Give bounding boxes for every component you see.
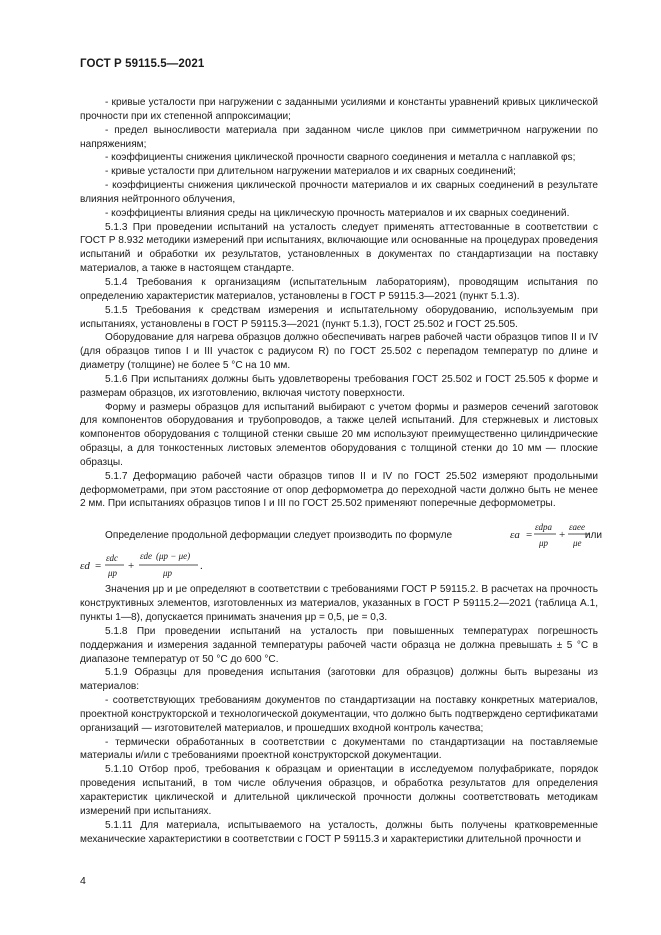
paragraph: - коэффициенты снижения циклической прочности сварного соединения и металла с наплавкой φs; <box>105 152 576 164</box>
paragraph: - кривые усталости при нагружении с заданными усилиями и константы уравнений кривых циклической прочности при их степенной аппроксимации; <box>80 97 598 122</box>
paragraph: 5.1.8 При проведении испытаний на усталость при повышенных температурах погрешность поддержания и измерения заданной температуры рабочей части образца не должна превышать ± 5 °С в диапазоне температур от 50 °С до 600 °С. <box>80 625 598 665</box>
formula-symbol: μe <box>573 538 582 549</box>
paragraph: 5.1.3 При проведении испытаний на усталость следует применять аттестованные в соответствии с ГОСТ Р 8.932 методики измерений при испытаниях, включающие или основанные на процедурах проведения испытаний и обработки их результатов, установленных в документах по стандартизации на поставку материалов, а также в настоящем стандарте. <box>80 221 598 275</box>
page-number: 4 <box>80 875 86 887</box>
formula-symbol: + <box>128 560 135 573</box>
formula-block <box>80 517 602 579</box>
formula-longitudinal-strain <box>80 517 602 579</box>
formula-lead-text: Определение продольной деформации следует производить по формуле <box>105 530 453 542</box>
paragraph: Значения μp и μe определяют в соответствии с требованиями ГОСТ Р 59115.2. В расчетах на прочность конструктивных элементов, изготовленных из материалов, указанных в ГОСТ Р 59115.2—2021 (таблица А.1, пункты 1—8), допускается принимать значения μp = 0,5, μe = 0,3. <box>80 584 598 623</box>
formula-symbol: εde <box>140 551 153 562</box>
paragraph: 5.1.5 Требования к средствам измерения и испытательному оборудованию, используемым при испытаниях, установлены в ГОСТ Р 59115.3—2021 (пункт 5.1.3), ГОСТ 25.502 и ГОСТ 25.505. <box>80 304 598 330</box>
paragraph: Форму и размеры образцов для испытаний выбирают с учетом формы и размеров сечений заготовок для компонентов оборудования и трубопроводов, а также целей испытаний. Для стержневых и листовых компонентов оборудования с толщиной стенки свыше 20 мм используют преимущественно цилиндрические образцы, а для тонкостенных листовых элементов оборудования с толщиной стенки до 10 мм — плоские образцы. <box>80 401 598 468</box>
formula-symbol: μp <box>163 568 173 579</box>
formula-symbol: + <box>559 529 566 542</box>
formula-symbol: εdc <box>106 553 119 564</box>
formula-or: или <box>584 530 602 542</box>
paragraph: - коэффициенты влияния среды на циклическую прочность материалов и их сварных соединений. <box>105 207 570 219</box>
formula-symbol: εdpa <box>535 522 553 533</box>
formula-symbol: εa <box>510 529 520 542</box>
formula-symbol: εaee <box>569 522 586 533</box>
paragraph: - кривые усталости при длительном нагружении материалов и их сварных соединений; <box>105 166 516 178</box>
paragraph: 5.1.4 Требования к организациям (испытательным лабораториям), проводящим испытания по определению характеристик материалов, установлены в ГОСТ Р 59115.3—2021 (пункт 5.1.3). <box>80 276 598 302</box>
svg-text:.: . <box>200 560 203 573</box>
paragraph: - соответствующих требованиям документов по стандартизации на поставку конкретных материалов, проектной конструкторской и технологической документации, что должно быть подтверждено сертификатами организаций — изготовителей материалов, и прошедших входной контроль качества; <box>80 695 598 734</box>
formula-symbol: = <box>95 560 102 573</box>
paragraph: 5.1.10 Отбор проб, требования к образцам и ориентации в исследуемом полуфабрикате, порядок проведения испытаний, в том числе облучения образцов, и обработка результатов для определения характеристик циклической и длительной циклической прочности должны соответствовать методикам измерений при испытаниях. <box>80 764 598 817</box>
formula-symbol: μp <box>108 568 118 579</box>
paragraph: 5.1.7 Деформацию рабочей части образцов типов II и IV по ГОСТ 25.502 измеряют продольными деформометрами, при этом расстояние от опор деформометра до переходной части должно быть не менее 2 мм. При испытаниях образцов типов I и III по ГОСТ 25.502 применяют поперечные деформометры. <box>80 470 598 510</box>
document-header: ГОСТ Р 59115.5—2021 <box>80 58 205 70</box>
formula-symbol: εd <box>80 560 90 573</box>
formula-symbol: = <box>526 529 533 542</box>
paragraph: - коэффициенты снижения циклической прочности материалов и их сварных соединений в результате влияния нейтронного облучения, <box>80 180 598 205</box>
paragraph: Оборудование для нагрева образцов должно обеспечивать нагрев рабочей части образцов типов II и IV (для образцов типов I и III участок с радиусом R) по ГОСТ 25.502 с перепадом температур по длине и диаметру (толщине) не более 5 °С на 10 мм. <box>80 332 598 372</box>
formula-symbol: μp <box>539 538 549 549</box>
paragraph: 5.1.6 При испытаниях должны быть удовлетворены требования ГОСТ 25.502 и ГОСТ 25.505 к форме и размерам образцов, их изготовлению, включая чистоту поверхности. <box>80 373 598 399</box>
formula-symbol: (μp − μe) <box>156 551 191 562</box>
paragraph: - предел выносливости материала при заданном числе циклов при симметричном нагружении по напряжениям; <box>80 124 598 150</box>
paragraph: - термически обработанных в соответствии с документами по стандартизации на поставляемые материалы и/или с требованиями проектной конструкторской документации. <box>80 736 598 762</box>
paragraph: 5.1.9 Образцы для проведения испытания (заготовки для образцов) должны быть вырезаны из материалов: <box>80 667 598 693</box>
paragraph: 5.1.11 Для материала, испытываемого на усталость, должны быть получены кратковременные механические характеристики в соответствии с ГОСТ Р 59115.3 и характеристики длительной прочности и <box>80 819 598 845</box>
document-body <box>80 96 602 846</box>
